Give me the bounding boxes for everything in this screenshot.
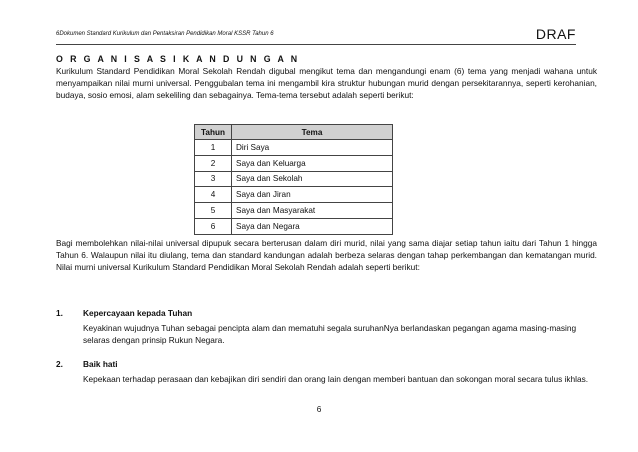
column-header-tema: Tema	[232, 125, 393, 140]
value-description: Keyakinan wujudnya Tuhan sebagai pencipta alam dan mematuhi segala suruhanNya berlandaskan pegangan agama masing-masing selaras dengan prinsip Rukun Negara.	[83, 323, 577, 345]
tema-cell: Saya dan Masyarakat	[232, 203, 393, 219]
tahun-cell: 2	[195, 155, 232, 171]
tahun-cell: 3	[195, 171, 232, 187]
values-intro-paragraph: Bagi membolehkan nilai-nilai universal dipupuk secara berterusan dalam diri murid, nilai yang sama diajar setiap tahun iaitu dari Tahun 1 hingga Tahun 6. Walaupun nilai itu diulang, tema dan standard kandungan adalah berbeza selaras dengan tahap perkembangan dan kematangan murid. Nilai murni universal Kurikulum Standard Pendidikan Moral Sekolah Rendah adalah seperti berikut:	[56, 238, 597, 272]
page-number: 6	[316, 404, 322, 414]
column-header-tahun: Tahun	[195, 125, 232, 140]
table-row	[195, 171, 393, 187]
intro-paragraph: Kurikulum Standard Pendidikan Moral Sekolah Rendah digubal mengikut tema dan mengandungi enam (6) tema yang menjadi wahana untuk menyampaikan nilai murni universal. Penggubalan tema ini mengambil kira struktur hubungan murid dengan persekitarannya, seperti kerohanian, budaya, sosio emosi, alam sekeliling dan sebagainya. Tema-tema tersebut adalah seperti berikut:	[56, 66, 597, 100]
value-title: Kepercayaan kepada Tuhan	[83, 308, 193, 318]
tahun-cell: 4	[195, 187, 232, 203]
value-description: Kepekaan terhadap perasaan dan kebajikan diri sendiri dan orang lain dengan memberi bantuan dan sokongan moral secara tulus ikhlas.	[83, 374, 589, 384]
table-row	[195, 187, 393, 203]
draft-label: DRAF	[535, 26, 576, 42]
tema-cell: Saya dan Jiran	[232, 187, 393, 203]
page-header	[56, 24, 576, 45]
theme-table	[194, 124, 393, 235]
tahun-cell: 5	[195, 203, 232, 219]
tema-cell: Saya dan Keluarga	[232, 155, 393, 171]
value-number: 1.	[56, 308, 63, 318]
table-row	[195, 218, 393, 234]
value-number: 2.	[56, 359, 63, 369]
value-title: Baik hati	[83, 359, 118, 369]
table-header-row	[195, 125, 393, 140]
tema-cell: Saya dan Negara	[232, 218, 393, 234]
document-title-label: 6Dokumen Standard Kurikulum dan Pentaksiran Pendidikan Moral KSSR Tahun 6	[56, 31, 274, 37]
table-row	[195, 155, 393, 171]
section-title: O R G A N I S A S I K A N D U N G A N	[56, 54, 300, 64]
table-row	[195, 140, 393, 156]
table-row	[195, 203, 393, 219]
tahun-cell: 6	[195, 218, 232, 234]
tema-cell: Diri Saya	[232, 140, 393, 156]
tahun-cell: 1	[195, 140, 232, 156]
tema-cell: Saya dan Sekolah	[232, 171, 393, 187]
